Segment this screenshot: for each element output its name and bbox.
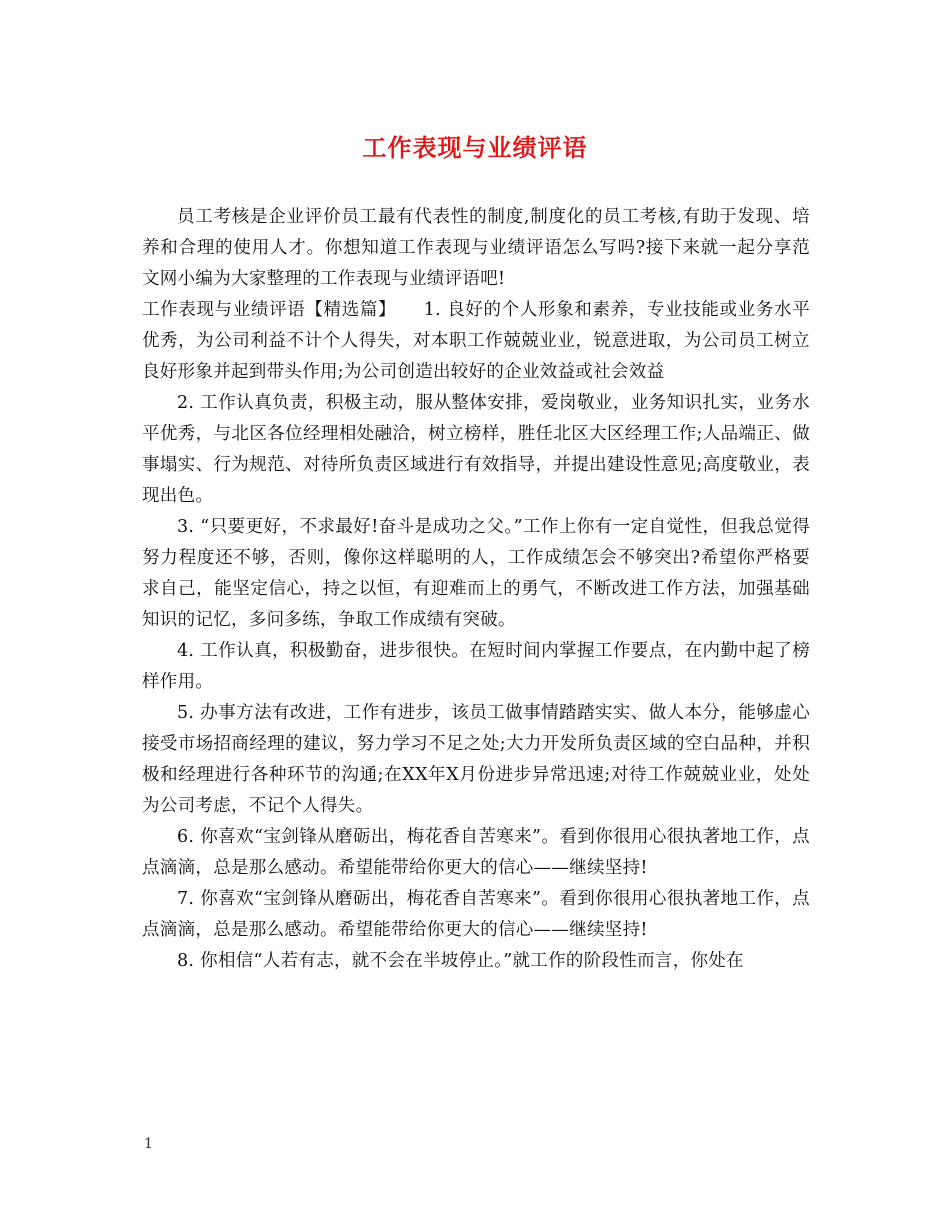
comment-paragraph-3: 3. “只要更好，不求最好!奋斗是成功之父。”工作上你有一定自觉性，但我总觉得努力程度还不够，否则，像你这样聪明的人，工作成绩怎会不够突出?希望你严格要求自己，能坚定信心，持之以恒，有迎难而上的勇气，不断改进工作方法，加强基础知识的记忆，多问多练，争取工作成绩有突破。 [142, 517, 810, 630]
intro-paragraph: 员工考核是企业评价员工最有代表性的制度,制度化的员工考核,有助于发现、培养和合理的使用人才。你想知道工作表现与业绩评语怎么写吗?接下来就一起分享范文网小编为大家整理的工作表现与业绩评语吧! [142, 207, 810, 289]
comment-paragraph-7: 7. 你喜欢“宝剑锋从磨砺出，梅花香自苦寒来”。看到你很用心很执著地工作，点点滴滴，总是那么感动。希望能带给你更大的信心——继续坚持! [142, 889, 810, 940]
page-number: 1 [144, 1136, 153, 1152]
comment-paragraph-4: 4. 工作认真，积极勤奋，进步很快。在短时间内掌握工作要点，在内勤中起了榜样作用。 [142, 641, 810, 692]
comment-paragraph-2: 2. 工作认真负责，积极主动，服从整体安排，爱岗敬业，业务知识扎实，业务水平优秀，与北区各位经理相处融洽，树立榜样，胜任北区大区经理工作;人品端正、做事塌实、行为规范、对待所负责区域进行有效指导，并提出建设性意见;高度敬业，表现出色。 [142, 393, 810, 506]
comment-paragraph-5: 5. 办事方法有改进，工作有进步，该员工做事情踏踏实实、做人本分，能够虚心接受市场招商经理的建议，努力学习不足之处;大力开发所负责区域的空白品种，并积极和经理进行各种环节的沟通;在XX年X月份进步异常迅速;对待工作兢兢业业，处处为公司考虑，不记个人得失。 [142, 703, 810, 816]
comment-paragraph-8: 8. 你相信“人若有志，就不会在半坡停止。”就工作的阶段性而言，你处在 [177, 951, 744, 971]
document-body [142, 202, 810, 977]
section-heading-paragraph: 工作表现与业绩评语【精选篇】 1. 良好的个人形象和素养，专业技能或业务水平优秀，为公司利益不计个人得失，对本职工作兢兢业业，锐意进取，为公司员工树立良好形象并起到带头作用;为公司创造出较好的企业效益或社会效益 [142, 300, 810, 382]
comment-paragraph-6: 6. 你喜欢“宝剑锋从磨砺出，梅花香自苦寒来”。看到你很用心很执著地工作，点点滴滴，总是那么感动。希望能带给你更大的信心——继续坚持! [142, 827, 810, 878]
document-title: 工作表现与业绩评语 [362, 133, 588, 162]
